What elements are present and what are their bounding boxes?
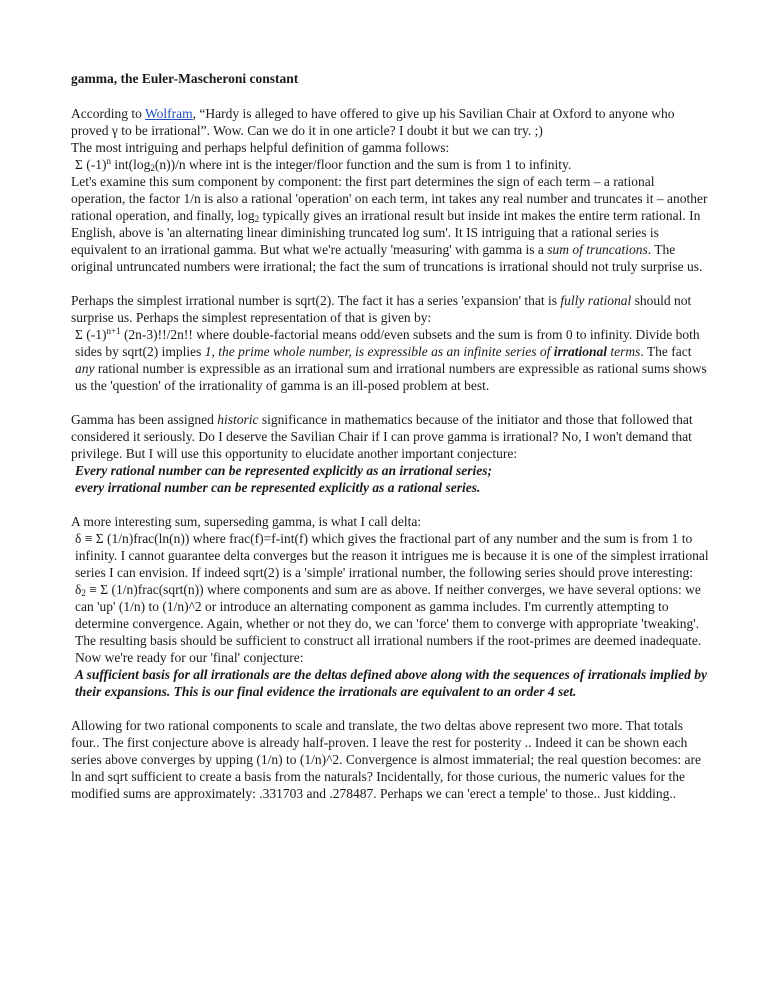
delta-formula: δ ≡ Σ (1/n)frac(ln(n)) where frac(f)=f-int(f) which gives the fractional part of any number and the sum is from 1 to infinity. I cannot guarantee delta converges but the reason it intrigues me is because it is one of the simplest irrational series I can envision. If indeed sqrt(2) is a 'simple' irrational number, the following series should prove interesting: bbox=[75, 531, 709, 580]
intro-text-pre: According to bbox=[71, 106, 145, 121]
emphasis-sum-of-truncations: sum of truncations bbox=[547, 242, 648, 257]
wolfram-link[interactable]: Wolfram bbox=[145, 106, 193, 121]
emphasis-any: any bbox=[75, 361, 95, 376]
paragraph-delta bbox=[71, 513, 711, 700]
emphasis-prime-whole-number: 1, the prime whole number, is expressible as an infinite series of bbox=[204, 344, 554, 359]
paragraph-conclusion: Allowing for two rational components to scale and translate, the two deltas above represent two more. That totals four.. The first conjecture above is already half-proven. I leave the rest for posterity .. Indeed it can be shown each series above converges by upping (1/n) to (1/n)^2. Convergence is almost immaterial; the real question becomes: are ln and sqrt sufficient to create a basis from the naturals? Incidentally, for those curious, the numeric values for the modified sums are approximately: .331703 and .278487. Perhaps we can 'erect a temple' to those.. Just kidding.. bbox=[71, 718, 702, 801]
intro-sentence bbox=[71, 105, 711, 139]
conjecture-line-2: every irrational number can be represented explicitly as a rational series. bbox=[75, 480, 481, 495]
paragraph-sqrt2: Perhaps the simplest irrational number is sqrt(2). The fact it has a series 'expansion' that is fully rational should not surprise us. Perhaps the simplest representation of that is given by: Σ $(-1)^{n+1}$ (2n-3)!!/2n!! where double-factorial means odd/even subsets and the sum is from 0 to infinity. Divide both sides by sqrt(2) implies 1, the prime whole number, is expressible as an infinite series of irrational terms. The fact any rational number is expressible as an irrational sum and irrational numbers are expressible as rational sums shows us the 'question' of the irrationality of gamma is an ill-posed problem at best. bbox=[71, 292, 711, 394]
paragraph-history: Gamma has been assigned historic significance in mathematics because of the initiator and those that followed that considered it seriously. Do I deserve the Savilian Chair if I can prove gamma is irrational? No, I won't demand that privilege. But I will use this opportunity to elucidate another important conjecture: Every rational number can be represented explicitly as an irrational series; every irrational number can be represented explicitly as a rational series. bbox=[71, 411, 711, 496]
emphasis-irrational: irrational bbox=[553, 344, 607, 359]
emphasis-fully-rational: fully rational bbox=[560, 293, 632, 308]
document-title: gamma, the Euler-Mascheroni constant bbox=[71, 71, 299, 86]
gamma-formula: Σ $(-1)^n$ $int(\log_2(n))/n$ where int is the integer/floor function and the sum is from 1 to infinity. bbox=[75, 156, 572, 173]
final-conjecture: A sufficient basis for all irrationals are the deltas defined above along with the sequences of irrationals implied by their expansions. This is our final evidence the irrationals are equivalent to an order 4 set. bbox=[75, 667, 708, 699]
paragraph-intro bbox=[71, 105, 711, 275]
intro-text-post: , “Hardy is alleged to have offered to give up his Savilian Chair at Oxford to anyone who proved γ to be irrational”. Wow. Can we do it in one article? I doubt it but we can try. ;) bbox=[71, 106, 675, 138]
gamma-explanation: Let's examine this sum component by component: the first part determines the sign of each term – a rational operation, the factor 1/n is also a rational 'operation' on each term, int takes any real number and truncates it – another rational operation, and finally, $\log_2$ typically gives an irrational result but inside int makes the entire term rational. In English, above is 'an alternating linear diminishing truncated log sum'. It IS intriguing that a rational series is equivalent to an irrational gamma. But what we're actually 'measuring' with gamma is a sum of truncations. The original untruncated numbers were irrational; the fact the sum of truncations is irrational should not truly surprise us. bbox=[71, 174, 708, 274]
conjecture-line-1: Every rational number can be represented explicitly as an irrational series; bbox=[75, 463, 492, 478]
emphasis-historic: historic bbox=[217, 412, 259, 427]
intro-definition-line: The most intriguing and perhaps helpful definition of gamma follows: bbox=[71, 140, 450, 155]
delta2-formula: $\delta_2 \equiv \Sigma$ (1/n)frac(sqrt(n)) where components and sum are as above. If neither converges, we have several options: we can 'up' (1/n) to (1/n)^2 or introduce an alternating component as gamma includes. I'm currently attempting to determine convergence. Again, whether or not they do, we can 'force' them to converge with appropriate 'tweaking'. The resulting basis should be sufficient to construct all irrational numbers if the root-primes are deemed inadequate. Now we're ready for our 'final' conjecture: bbox=[75, 582, 702, 665]
document-page bbox=[71, 70, 711, 802]
delta-intro: A more interesting sum, superseding gamma, is what I call delta: bbox=[71, 514, 422, 529]
sqrt2-formula: Σ $(-1)^{n+1}$ (2n-3)!!/2n!! where double-factorial means odd/even subsets and the sum is from 0 to infinity. Divide both sides by sqrt(2) implies 1, the prime whole number, is expressible as an infinite series of irrational terms. The fact any rational number is expressible as an irrational sum and irrational numbers are expressible as rational sums shows us the 'question' of the irrationality of gamma is an ill-posed problem at best. bbox=[75, 326, 707, 393]
